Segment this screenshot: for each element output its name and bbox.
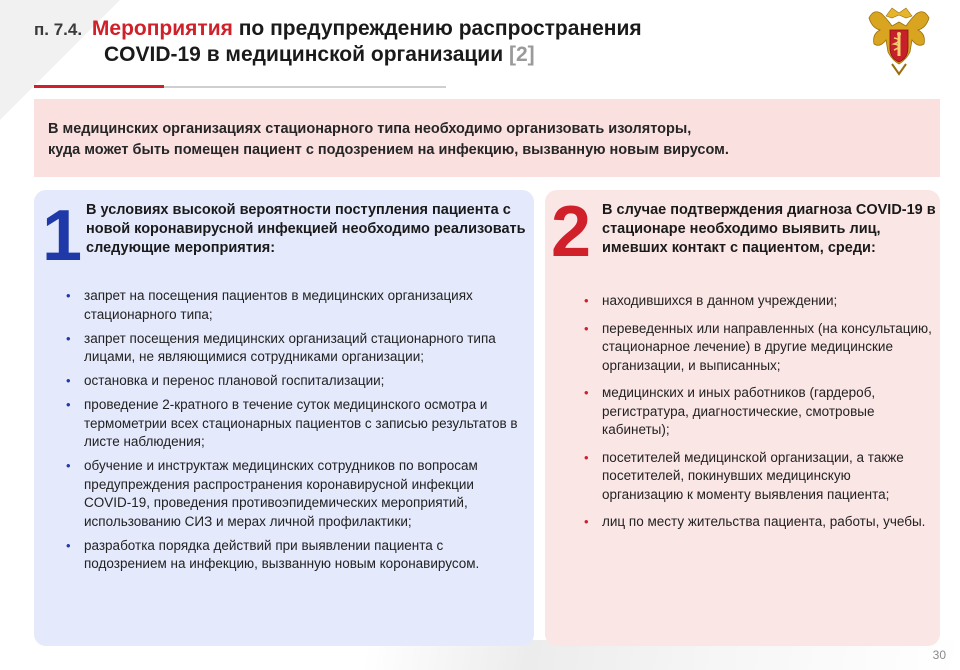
list-item: • лиц по месту жительства пациента, работы, учебы.: [582, 513, 932, 532]
banner-line-2: куда может быть помещен пациент с подозрением на инфекцию, вызванную новым вирусом.: [48, 142, 729, 158]
list-item: • проведение 2-кратного в течение суток медицинского осмотра и термометрии всех стационарных пациентов с записью результатов в листе наблюдения;: [64, 396, 524, 452]
title-line2: [34, 42, 824, 67]
measures-list: [64, 287, 524, 579]
title-underline: [34, 86, 446, 88]
section-number: п. 7.4.: [34, 20, 83, 39]
measures-panel: [34, 190, 534, 646]
list-item: • посетителей медицинской организации, а также посетителей, покинувших медицинскую организацию к моменту выявления пациента;: [582, 449, 932, 505]
list-item: • остановка и перенос плановой госпитализации;: [64, 372, 524, 391]
contacts-list: [582, 292, 932, 541]
page-title: [34, 16, 824, 67]
title-highlight: Мероприятия: [91, 17, 233, 40]
info-banner: [34, 99, 940, 177]
list-item: • переведенных или направленных (на консультацию, стационарное лечение) в другие медицинские организации, и выписанных;: [582, 320, 932, 376]
list-item: • запрет на посещения пациентов в медицинских организациях стационарного типа;: [64, 287, 524, 324]
panel-heading: В случае подтверждения диагноза COVID-19 в стационаре необходимо выявить лиц, имевших контакт с пациентом, среди:: [602, 202, 936, 256]
panel-heading: В условиях высокой вероятности поступления пациента с новой коронавирусной инфекцией необходимо реализовать следующие мероприятия:: [86, 202, 526, 256]
panel-number: 1: [42, 196, 83, 276]
banner-line-1: В медицинских организациях стационарного типа необходимо организовать изоляторы,: [48, 121, 692, 137]
list-item: • медицинских и иных работников (гардероб, регистратура, диагностические, смотровые кабинеты);: [582, 384, 932, 440]
contacts-panel: [545, 190, 940, 646]
list-item: • обучение и инструктаж медицинских сотрудников по вопросам предупреждения распространения коронавирусной инфекции COVID-19, проведения противоэпидемических мероприятий, использованию СИЗ и мерах личной профилактики;: [64, 457, 524, 531]
panel-number: 2: [551, 192, 592, 272]
list-item: • разработка порядка действий при выявлении пациента с подозрением на инфекцию, вызванную новым коронавирусом.: [64, 537, 524, 574]
title-rest: по предупреждению распространения: [238, 17, 642, 40]
coat-of-arms-emblem-icon: [866, 4, 932, 76]
page-number: 30: [932, 648, 946, 662]
list-item: • находившихся в данном учреждении;: [582, 292, 932, 311]
reference-marker: [2]: [508, 43, 535, 66]
title-underline-accent: [34, 85, 164, 88]
list-item: • запрет посещения медицинских организаций стационарного типа лицами, не являющимися сотрудниками организации;: [64, 330, 524, 367]
title-line2-text: COVID-19 в медицинской организации: [104, 43, 504, 66]
